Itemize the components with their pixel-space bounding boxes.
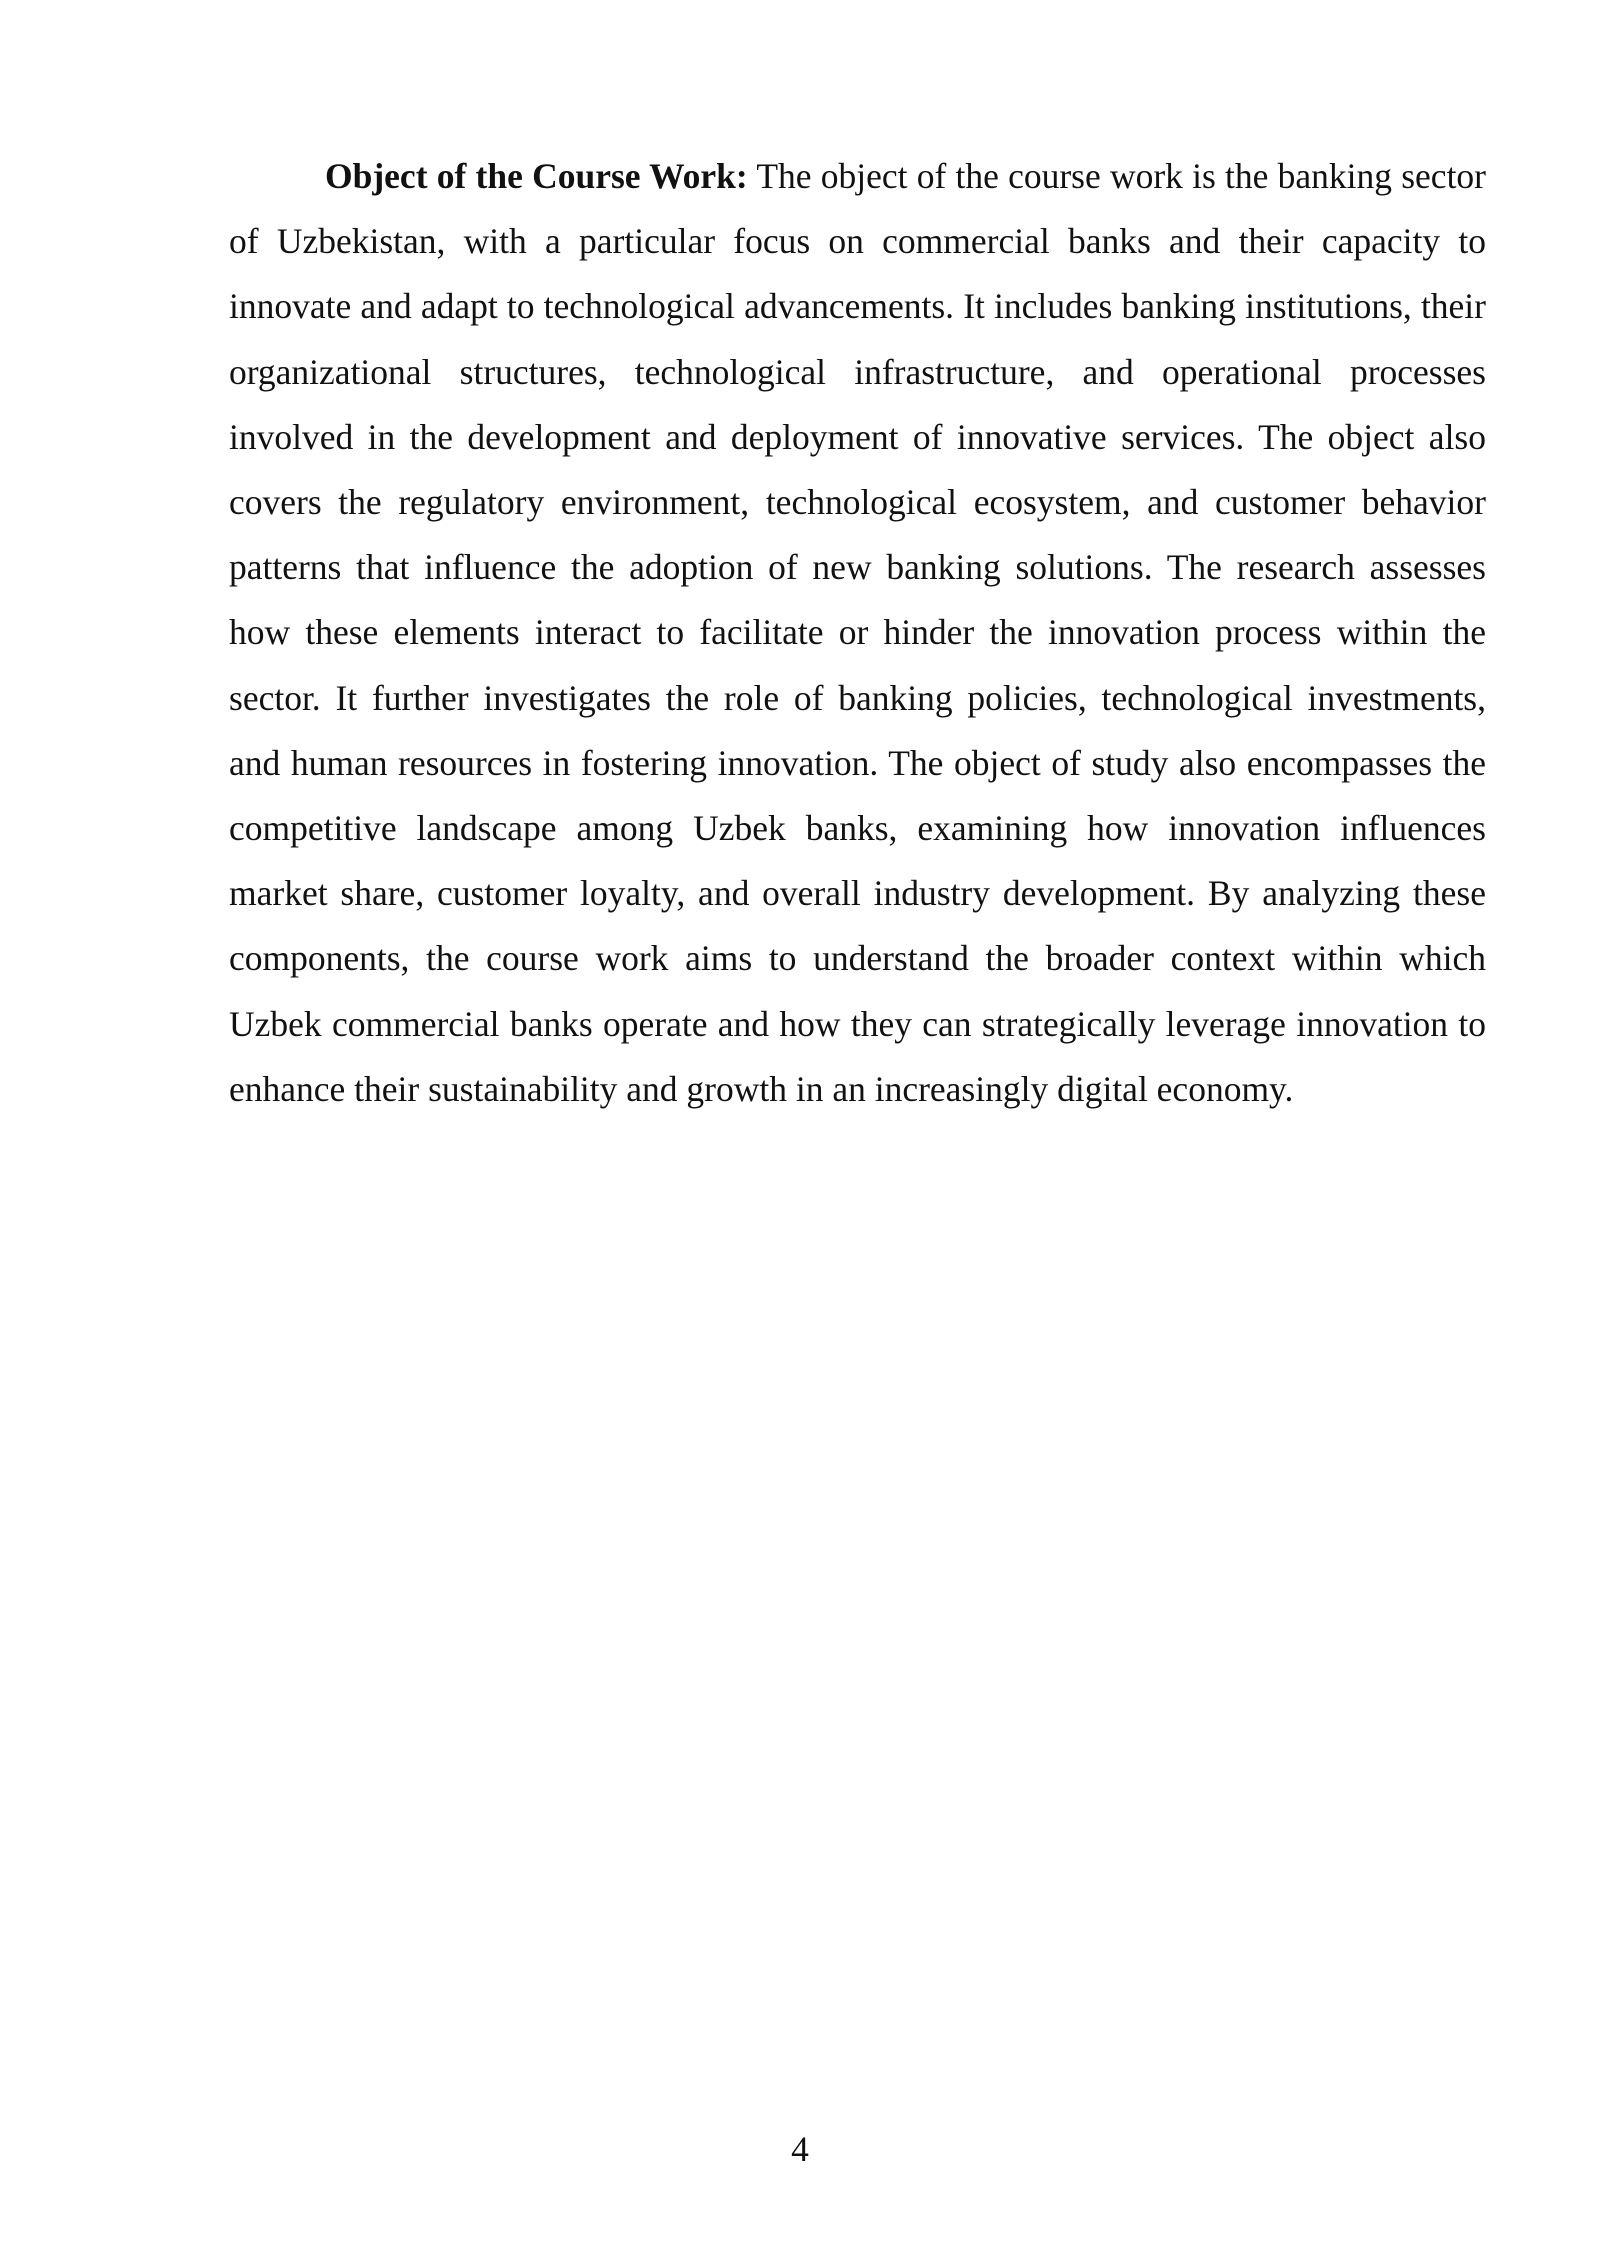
page-number: 4 <box>791 2129 809 2169</box>
paragraph-lead-heading: Object of the Course Work: <box>325 156 748 196</box>
body-paragraph <box>229 144 1486 1122</box>
paragraph-body-text: The object of the course work is the banking sector of Uzbekistan, with a particular focus on commercial banks and their capacity to innovate and adapt to technological advancements. It includes banking institutions, their organizational structures, technological infrastructure, and operational processes involved in the development and deployment of innovative services. The object also covers the regulatory environment, technological ecosystem, and customer behavior patterns that influence the adoption of new banking solutions. The research assesses how these elements interact to facilitate or hinder the innovation process within the sector. It further investigates the role of banking policies, technological investments, and human resources in fostering innovation. The object of study also encompasses the competitive landscape among Uzbek banks, examining how innovation influences market share, customer loyalty, and overall industry development. By analyzing these components, the course work aims to understand the broader context within which Uzbek commercial banks operate and how they can strategically leverage innovation to enhance their sustainability and growth in an increasingly digital economy. <box>229 156 1486 1109</box>
